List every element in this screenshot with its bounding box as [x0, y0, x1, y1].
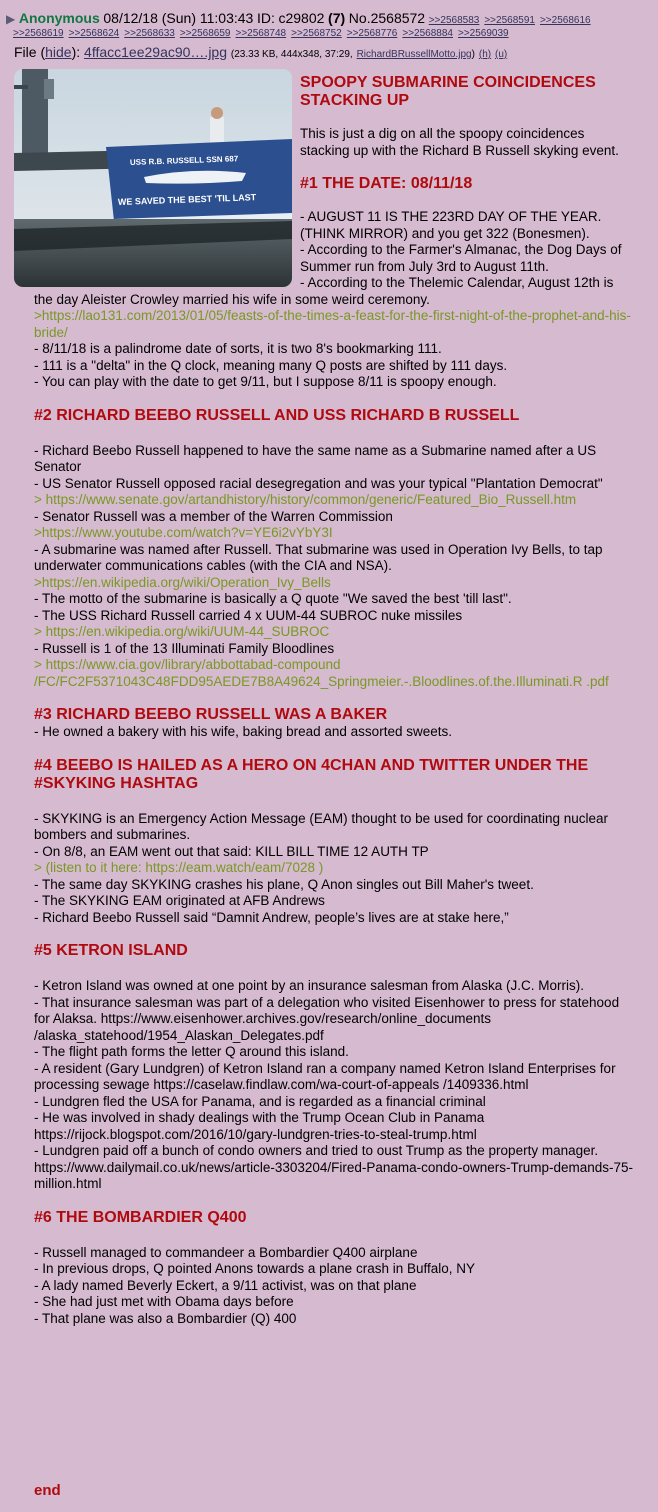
body-line: - In previous drops, Q pointed Anons towards a plane crash in Buffalo, NY: [34, 1261, 476, 1276]
body-line: - The motto of the submarine is basically a Q quote "We saved the best 'till last".: [34, 591, 512, 606]
body-line: - AUGUST 11 IS THE 223RD DAY OF THE YEAR. (THINK MIRROR) and you get 322 (Bonesmen).: [300, 209, 602, 241]
body-line: - A submarine was named after Russell. That submarine was used in Operation Ivy Bells, to tap underwater communications cables (with the CIA and NSA).: [34, 541, 603, 573]
end-text: end: [34, 1482, 61, 1499]
file-info: File (hide): 4ffacc1ee29ac90….jpg (23.33 KB, 444x348, 37:29, RichardBRussellMotto.jpg) (h) (u): [14, 44, 508, 60]
body-line: - Lundgren paid off a bunch of condo owners and tried to oust Trump as the property manager. https://www.dailymail.co.uk/news/article-3303204/Fired-Panama-condo-owners-Trump-demands-75-million.html: [34, 1143, 634, 1191]
section-heading-3: #3 RICHARD BEEBO RUSSELL WAS A BAKER: [34, 706, 388, 723]
body-line: - That insurance salesman was part of a delegation who visited Eisenhower to press for statehood for Alaksa. https://www.eisenhower.archives.gov/research/online_documents /alaska_statehood/1954_Alaskan_Delegates.pdf: [34, 994, 620, 1043]
body-line: - A lady named Beverly Eckert, a 9/11 activist, was on that plane: [34, 1277, 417, 1293]
reply-link[interactable]: >>2568884: [402, 28, 453, 39]
reply-link[interactable]: >>2568633: [124, 28, 175, 39]
reply-link[interactable]: >>2568748: [235, 28, 287, 39]
section-heading-6: #6 THE BOMBARDIER Q400: [34, 1208, 247, 1226]
post-date: 08/12/18 (Sun) 11:03:43: [103, 10, 254, 26]
intro-text: This is just a dig on all the spoopy coincidences stacking up with the Richard B Russell skyking event.: [300, 126, 619, 158]
reply-link[interactable]: >>2568619: [13, 28, 64, 39]
reply-link[interactable]: >>2568752: [291, 28, 342, 39]
reply-link[interactable]: >>2568616: [539, 15, 591, 26]
reply-link[interactable]: >>2568624: [68, 28, 120, 39]
reply-link[interactable]: >>2568591: [484, 15, 535, 26]
body-line: - US Senator Russell opposed racial desegregation and was your typical "Plantation Democrat": [34, 475, 603, 491]
reply-link[interactable]: >>2568776: [346, 28, 398, 39]
banner-line-2: WE SAVED THE BEST 'TIL LAST: [117, 192, 257, 207]
body-line: - The USS Richard Russell carried 4 x UUM-44 SUBROC nuke missiles: [34, 607, 463, 623]
post-body: [34, 74, 634, 1327]
section-heading-2: #2 RICHARD BEEBO RUSSELL AND USS RICHARD B RUSSELL: [34, 406, 520, 424]
reply-links: [13, 26, 653, 42]
post-number[interactable]: No.2568572: [348, 10, 426, 26]
body-line: - 111 is a "delta" in the Q clock, meaning many Q posts are shifted by 111 days.: [34, 357, 508, 373]
body-line: - Lundgren fled the USA for Panama, and is regarded as a financial criminal: [34, 1093, 486, 1109]
banner-line-1: USS R.B. RUSSELL SSN 687: [129, 154, 239, 167]
reply-link[interactable]: >>2568583: [428, 15, 480, 26]
body-line: - Russell is 1 of the 13 Illuminati Family Bloodlines: [34, 640, 335, 656]
quote-link[interactable]: > https://www.cia.gov/library/abbottabad-compound /FC/FC2F5371043C48FDD95AEDE7B8A49624_Springmeier.-.Bloodlines.of.the.Illuminati.R .pdf: [34, 657, 609, 689]
file-u-link[interactable]: (u): [494, 49, 508, 60]
id-post-count: (7): [328, 10, 346, 26]
body-line: - A resident (Gary Lundgren) of Ketron Island ran a company named Ketron Island Enterprises for processing sewage https://caselaw.findlaw.com/wa-court-of-appeals /1409336.html: [34, 1060, 616, 1092]
body-line: - Russell managed to commandeer a Bombardier Q400 airplane: [34, 1244, 418, 1260]
body-line: - Richard Beebo Russell happened to have the same name as a Submarine named after a US Senator: [34, 442, 597, 474]
section-heading-1: #1 THE DATE: 08/11/18: [300, 175, 473, 192]
section-heading-5: #5 KETRON ISLAND: [34, 942, 188, 959]
quote-link[interactable]: >https://en.wikipedia.org/wiki/Operation_Ivy_Bells: [34, 574, 331, 590]
body-line: - The SKYKING EAM originated at AFB Andrews: [34, 893, 325, 908]
file-meta: (23.33 KB, 444x348, 37:29,: [230, 49, 353, 60]
body-line: - He owned a bakery with his wife, baking bread and assorted sweets.: [34, 724, 452, 739]
body-line: - 8/11/18 is a palindrome date of sorts, it is two 8's bookmarking 111.: [34, 341, 442, 356]
reply-link[interactable]: >>2568659: [179, 28, 231, 39]
body-line: - According to the Thelemic Calendar, August 12th is the day Aleister Crowley married his wife in some weird ceremony.: [34, 275, 614, 307]
body-line: - You can play with the date to get 9/11, but I suppose 8/11 is spoopy enough.: [34, 374, 497, 389]
section-heading-4: #4 BEEBO IS HAILED AS A HERO ON 4CHAN AND TWITTER UNDER THE #SKYKING HASHTAG: [34, 756, 589, 792]
body-line: - SKYKING is an Emergency Action Message (EAM) thought to be used for coordinating nuclear bombers and submarines.: [34, 810, 609, 842]
reply-link[interactable]: >>2569039: [458, 28, 509, 39]
hide-file-link[interactable]: hide: [45, 44, 72, 60]
quote-link[interactable]: >https://www.youtube.com/watch?v=YE6i2vYbY3I: [34, 525, 333, 540]
quote-link[interactable]: >https://lao131.com/2013/01/05/feasts-of-the-times-a-feast-for-the-first-night-of-the-prophet-and-his-bride/: [34, 308, 631, 340]
body-line: - Senator Russell was a member of the Warren Commission: [34, 508, 393, 524]
body-line: - Richard Beebo Russell said “Damnit Andrew, people’s lives are at stake here,”: [34, 909, 509, 925]
id-label: ID:: [256, 10, 275, 26]
body-line: - The flight path forms the letter Q around this island.: [34, 1044, 349, 1059]
file-label: File: [14, 44, 37, 60]
poster-id[interactable]: c29802: [278, 10, 325, 26]
post-title: SPOOPY SUBMARINE COINCIDENCES STACKING UP: [300, 74, 596, 109]
body-line: - According to the Farmer's Almanac, the Dog Days of Summer run from July 3rd to August 11th.: [300, 242, 622, 274]
quote-link[interactable]: > https://en.wikipedia.org/wiki/UUM-44_SUBROC: [34, 624, 330, 639]
quote-link[interactable]: > (listen to it here: https://eam.watch/eam/7028 ): [34, 860, 324, 875]
body-line: - He was involved in shady dealings with the Trump Ocean Club in Panama https://rijock.blogspot.com/2016/10/gary-lundgren-tries-to-steal-trump.html: [34, 1110, 485, 1142]
post-menu-icon[interactable]: ▶: [6, 12, 16, 26]
original-filename-link[interactable]: RichardBRussellMotto.jpg: [356, 49, 472, 60]
quote-link[interactable]: > https://www.senate.gov/artandhistory/history/common/generic/Featured_Bio_Russell.htm: [34, 492, 577, 507]
file-h-link[interactable]: (h): [478, 49, 492, 60]
body-line: - That plane was also a Bombardier (Q) 400: [34, 1310, 297, 1326]
poster-name: Anonymous: [18, 10, 100, 26]
body-line: - She had just met with Obama days before: [34, 1294, 294, 1309]
file-link[interactable]: 4ffacc1ee29ac90….jpg: [84, 44, 228, 60]
body-line: - Ketron Island was owned at one point by an insurance salesman from Alaska (J.C. Morris).: [34, 978, 584, 993]
body-line: - The same day SKYKING crashes his plane, Q Anon singles out Bill Maher's tweet.: [34, 876, 534, 892]
body-line: - On 8/8, an EAM went out that said: KILL BILL TIME 12 AUTH TP: [34, 843, 429, 859]
